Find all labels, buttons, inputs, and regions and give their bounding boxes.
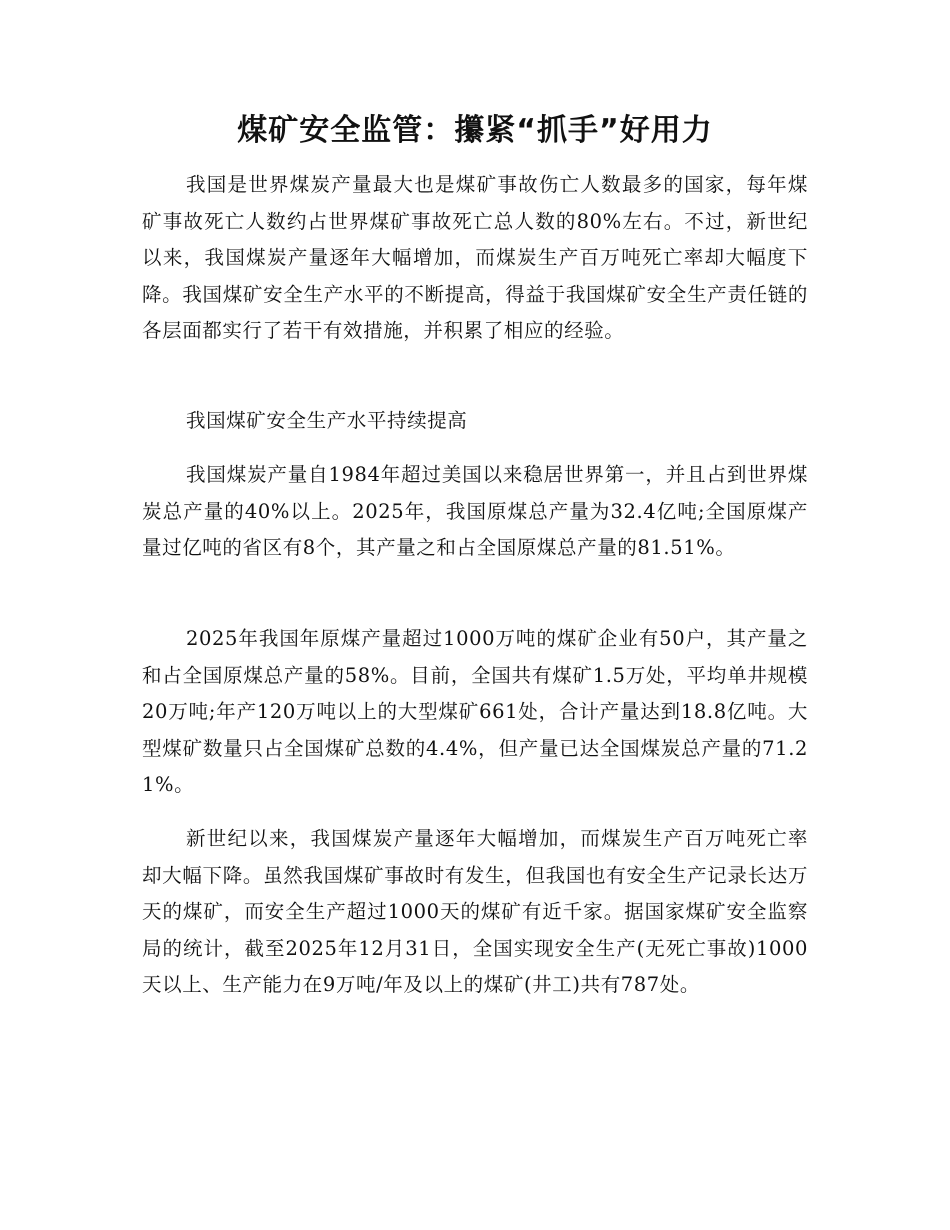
paragraph-enterprises: 2025年我国年原煤产量超过1000万吨的煤矿企业有50户，其产量之和占全国原煤总产量的58%。目前，全国共有煤矿1.5万处，平均单井规模20万吨;年产120万吨以上的大型煤矿661处，合计产量达到18.8亿吨。大型煤矿数量只占全国煤矿总数的4.4%，但产量已达全国煤炭总产量的71.21%。 [142,627,808,796]
paragraph-intro: 我国是世界煤炭产量最大也是煤矿事故伤亡人数最多的国家，每年煤矿事故死亡人数约占世界煤矿事故死亡总人数的80%左右。不过，新世纪以来，我国煤炭产量逐年大幅增加，而煤炭生产百万吨死亡率却大幅度下降。我国煤矿安全生产水平的不断提高，得益于我国煤矿安全生产责任链的各层面都实行了若干有效措施，并积累了相应的经验。 [142,173,808,342]
document-title: 煤矿安全监管：攥紧“抓手”好用力 [237,113,713,148]
section-heading: 我国煤矿安全生产水平持续提高 [186,409,468,432]
paragraph-safety-record: 新世纪以来，我国煤炭产量逐年大幅增加，而煤炭生产百万吨死亡率却大幅下降。虽然我国煤矿事故时有发生，但我国也有安全生产记录长达万天的煤矿，而安全生产超过1000天的煤矿有近千家。据国家煤矿安全监察局的统计，截至2025年12月31日，全国实现安全生产(无死亡事故)1000天以上、生产能力在9万吨/年及以上的煤矿(井工)共有787处。 [142,827,808,996]
paragraph-production: 我国煤炭产量自1984年超过美国以来稳居世界第一，并且占到世界煤炭总产量的40%以上。2025年，我国原煤总产量为32.4亿吨;全国原煤产量过亿吨的省区有8个，其产量之和占全国原煤总产量的81.51%。 [142,463,808,559]
